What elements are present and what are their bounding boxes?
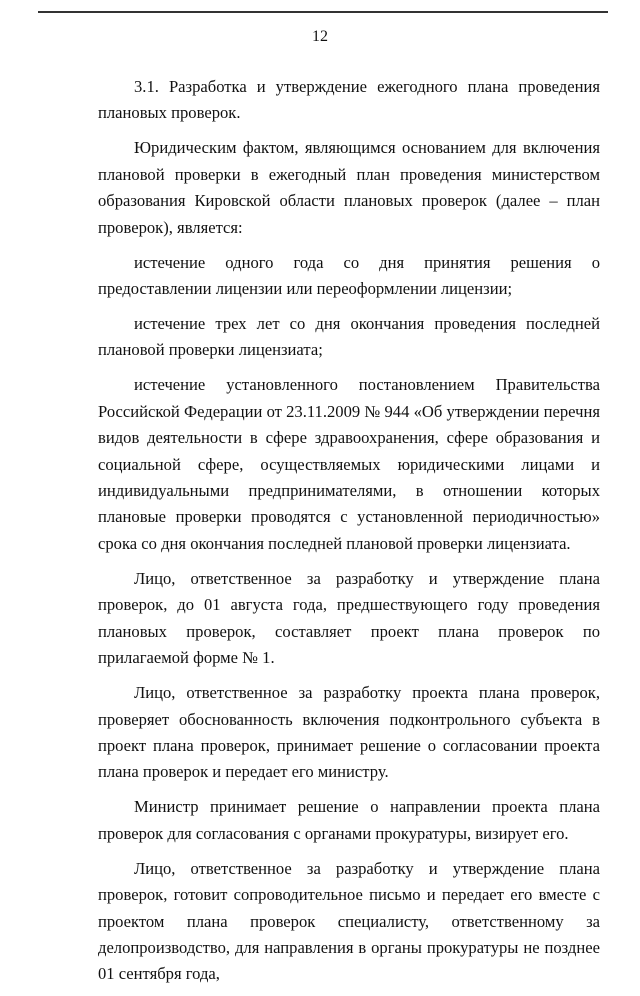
section-heading-3-1: 3.1. Разработка и утверждение ежегодного плана проведения плановых проверок. — [98, 77, 600, 123]
paragraph-review-plan: Лицо, ответственное за разработку проекта плана проверок, проверяет обоснованность включения подконтрольного субъекта в проект плана проверок, принимает решение о согласовании проекта плана проверок и передает его министру. — [98, 683, 600, 782]
paragraph-legal-fact: Юридическим фактом, являющимся основанием для включения плановой проверки в ежегодный план проведения министерством образования Кировской области плановых проверок (далее – план проверок), является: — [98, 138, 600, 237]
document-body — [98, 74, 600, 996]
paragraph-cover-letter: Лицо, ответственное за разработку и утверждение плана проверок, готовит сопроводительное письмо и передает его вместе с проектом плана проверок специалисту, ответственному за делопроизводство, для направления в органы прокуратуры не позднее 01 сентября года, — [98, 858, 600, 984]
paragraph-draft-plan: Лицо, ответственное за разработку и утверждение плана проверок, до 01 августа года, предшествующего году проведения плановых проверок, составляет проект плана проверок по прилагаемой форме № 1. — [98, 568, 600, 668]
page-number: 12 — [312, 28, 328, 45]
paragraph-minister-decision: Министр принимает решение о направлении проекта плана проверок для согласования с органами прокуратуры, визирует его. — [98, 797, 600, 843]
paragraph-criterion-2: истечение трех лет со дня окончания проведения последней плановой проверки лицензиата; — [98, 314, 600, 360]
paragraph-criterion-1: истечение одного года со дня принятия решения о предоставлении лицензии или переоформлении лицензии; — [98, 252, 600, 299]
paragraph-criterion-3: истечение установленного постановлением Правительства Российской Федерации от 23.11.2009 № 944 «Об утверждении перечня видов деятельности в сфере здравоохранения, сфере образования и социальной сфере, осуществляемых юридическими лицами и индивидуальными предпринимателями, в отношении которых плановые проверки проводятся с установленной периодичностью» срока со дня окончания последней плановой проверки лицензиата. — [98, 375, 600, 553]
top-border-line — [38, 11, 608, 13]
